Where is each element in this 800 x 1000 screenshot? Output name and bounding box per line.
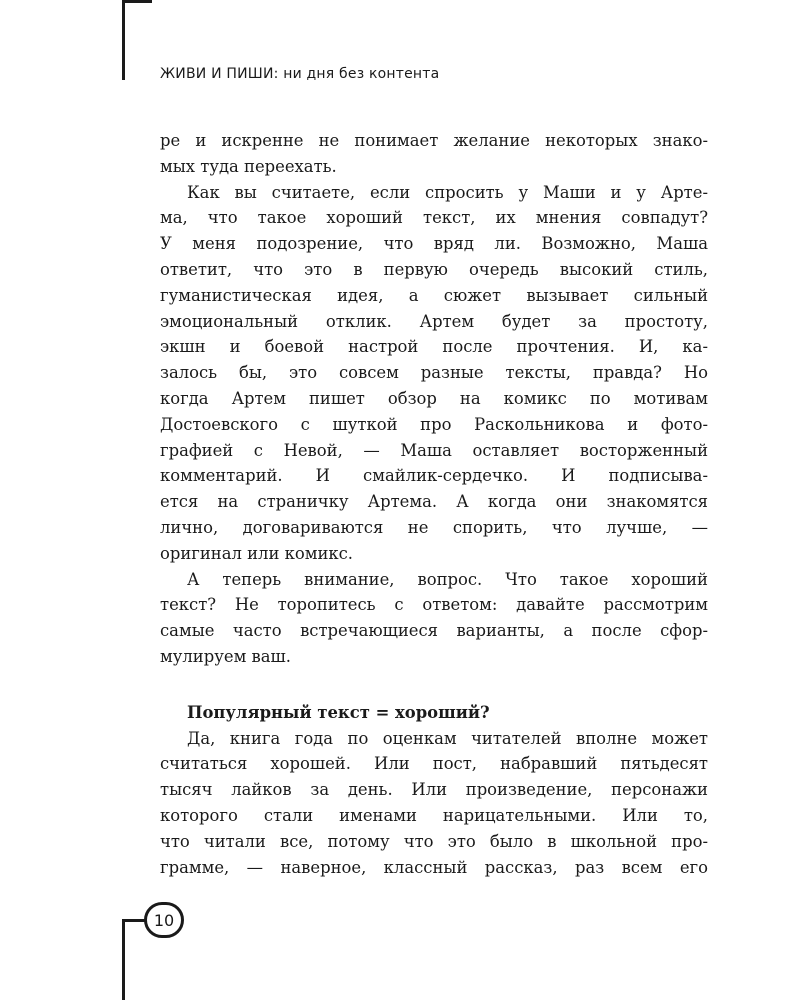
body-line: которого стали именами нарицательными. Или то, — [160, 805, 708, 825]
body-line: залось бы, это совсем разные тексты, правда? Но — [160, 363, 708, 383]
running-head-title: ЖИВИ И ПИШИ: — [160, 66, 279, 82]
running-head-subtitle: ни дня без контента — [283, 66, 440, 82]
body-line: что читали все, потому что это было в школьной про- — [160, 831, 708, 851]
body-line: ма, что такое хороший текст, их мнения совпадут? — [160, 208, 708, 228]
page-body — [160, 128, 708, 880]
body-line: Достоевского с шуткой про Раскольникова и фото- — [160, 414, 708, 434]
body-line: оригинал или комикс. — [160, 543, 354, 563]
body-line: У меня подозрение, что вряд ли. Возможно, Маша — [160, 234, 708, 254]
body-line: экшн и боевой настрой после прочтения. И, ка- — [160, 337, 708, 357]
top-frame-tick — [122, 0, 152, 3]
body-line: мулируем ваш. — [160, 646, 291, 666]
body-line: графией с Невой, — Маша оставляет восторженный — [160, 440, 708, 460]
body-line: текст? Не торопитесь с ответом: давайте рассмотрим — [160, 595, 708, 615]
bottom-frame-line — [122, 920, 125, 1000]
body-line: комментарий. И смайлик-сердечко. И подписыва- — [160, 466, 708, 486]
page-number: 10 — [144, 902, 184, 938]
body-line: А теперь внимание, вопрос. Что такое хороший — [187, 569, 708, 589]
body-line: грамме, — наверное, классный рассказ, раз всем его — [160, 857, 708, 877]
section-gap — [160, 670, 708, 700]
body-line: лично, договариваются не спорить, что лучше, — — [160, 517, 708, 537]
body-line: когда Артем пишет обзор на комикс по мотивам — [160, 388, 708, 408]
running-head — [160, 66, 439, 82]
body-line: гуманистическая идея, а сюжет вызывает сильный — [160, 285, 708, 305]
body-line: тысяч лайков за день. Или произведение, персонажи — [160, 780, 708, 800]
body-line: мых туда переехать. — [160, 156, 337, 176]
body-line: Да, книга года по оценкам читателей вполне может — [187, 728, 708, 748]
body-line: эмоциональный отклик. Артем будет за простоту, — [160, 311, 708, 331]
body-line: ется на страничку Артема. А когда они знакомятся — [160, 492, 708, 512]
body-line: считаться хорошей. Или пост, набравший пятьдесят — [160, 754, 708, 774]
body-line: ре и искренне не понимает желание некоторых знако- — [160, 131, 708, 150]
section-heading: Популярный текст = хороший? — [187, 702, 490, 722]
body-line: ответит, что это в первую очередь высокий стиль, — [160, 259, 708, 279]
top-frame-line — [122, 0, 125, 80]
body-line: Как вы считаете, если спросить у Маши и у Арте- — [187, 182, 708, 202]
body-line: самые часто встречающиеся варианты, а после сфор- — [160, 621, 708, 641]
